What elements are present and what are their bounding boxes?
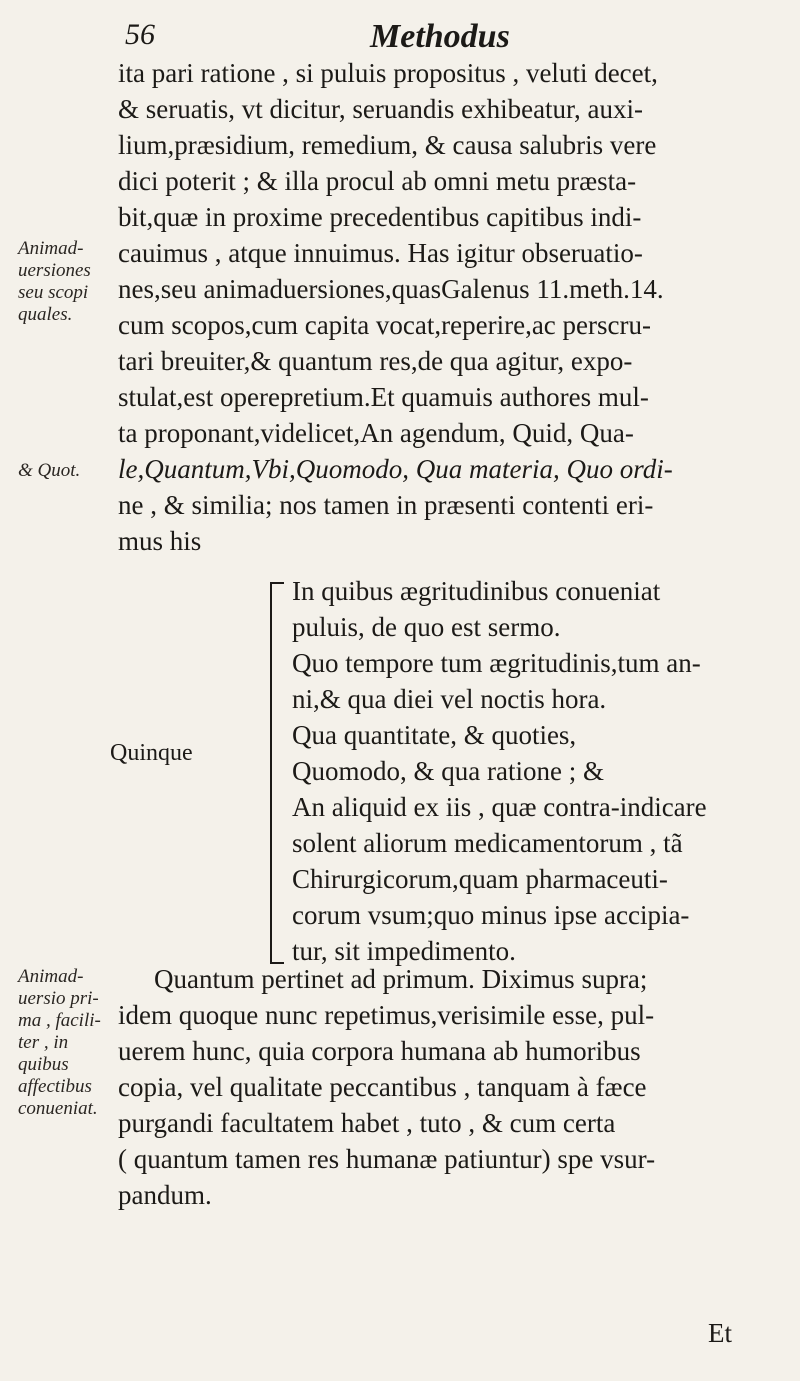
catchword: Et	[708, 1318, 732, 1348]
page-number: 56	[125, 18, 155, 51]
body-line: ne , & similia; nos tamen in præsenti contenti eri-	[118, 490, 654, 520]
margin-note-line: quales.	[18, 304, 73, 325]
body-line: lium,præsidium, remedium, & causa salubris vere	[118, 130, 657, 160]
body-line: nes,seu animaduersiones,quasGalenus 11.meth.14.	[118, 274, 664, 304]
body-line: uerem hunc, quia corpora humana ab humoribus	[118, 1036, 641, 1066]
list-item: Quomodo, & qua ratione ; &	[292, 756, 604, 786]
body-line: cauimus , atque innuimus. Has igitur obseruatio-	[118, 238, 643, 268]
margin-note-line: ter , in	[18, 1032, 69, 1053]
margin-note-line: uersio pri-	[18, 988, 99, 1009]
body-line: ita pari ratione , si puluis propositus , veluti decet,	[118, 58, 658, 88]
body-line: le,Quantum,Vbi,Quomodo, Qua materia, Quo ordi-	[118, 454, 673, 484]
body-line: dici poterit ; & illa procul ab omni metu præsta-	[118, 166, 637, 196]
margin-note	[18, 460, 118, 482]
running-title: Methodus	[370, 18, 510, 55]
page-header	[0, 18, 800, 58]
margin-note-line: seu scopi	[18, 282, 89, 303]
body-line: copia, vel qualitate peccantibus , tanquam à fæce	[118, 1072, 647, 1102]
margin-note-line: quibus	[18, 1054, 69, 1075]
brace-upper	[270, 582, 284, 754]
margin-note	[18, 238, 118, 326]
body-line: purgandi facultatem habet , tuto , & cum certa	[118, 1108, 616, 1138]
body-line: ta proponant,videlicet,An agendum, Quid, Qua-	[118, 418, 634, 448]
list-item: Quo tempore tum ægritudinis,tum an-	[292, 648, 701, 678]
list-item: puluis, de quo est sermo.	[292, 612, 561, 642]
body-line: pandum.	[118, 1180, 212, 1210]
body-line: bit,quæ in proxime precedentibus capitibus indi-	[118, 202, 642, 232]
margin-note-line: Animad-	[18, 966, 84, 987]
list-item: An aliquid ex iis , quæ contra-indicare	[292, 792, 707, 822]
margin-note-line: uersiones	[18, 260, 91, 281]
list-item: Chirurgicorum,quam pharmaceuti-	[292, 864, 668, 894]
margin-note-line: & Quot.	[18, 460, 81, 481]
list-item: corum vsum;quo minus ipse accipia-	[292, 900, 690, 930]
margin-note-line: ma , facili-	[18, 1010, 101, 1031]
body-line: Quantum pertinet ad primum. Diximus supra;	[154, 964, 648, 994]
body-line: cum scopos,cum capita vocat,reperire,ac perscru-	[118, 310, 651, 340]
body-line: stulat,est operepretium.Et quamuis authores mul-	[118, 382, 649, 412]
margin-note-line: affectibus	[18, 1076, 92, 1097]
body-line: tari breuiter,& quantum res,de qua agitur, expo-	[118, 346, 633, 376]
body-line: mus his	[118, 526, 202, 556]
body-line: & seruatis, vt dicitur, seruandis exhibeatur, auxi-	[118, 94, 643, 124]
list-item: In quibus ægritudinibus conueniat	[292, 576, 661, 606]
body-line: idem quoque nunc repetimus,verisimile esse, pul-	[118, 1000, 655, 1030]
list-item: tur, sit impedimento.	[292, 936, 516, 966]
body-line: ( quantum tamen res humanæ patiuntur) spe vsur-	[118, 1144, 656, 1174]
bracket-label: Quinque	[110, 740, 193, 766]
list-item: ni,& qua diei vel noctis hora.	[292, 684, 607, 714]
brace-lower	[270, 752, 284, 964]
margin-note-line: conueniat.	[18, 1098, 98, 1119]
list-item: Qua quantitate, & quoties,	[292, 720, 577, 750]
margin-note-line: Animad-	[18, 238, 84, 259]
list-item: solent aliorum medicamentorum , tã	[292, 828, 683, 858]
margin-note	[18, 966, 118, 1120]
